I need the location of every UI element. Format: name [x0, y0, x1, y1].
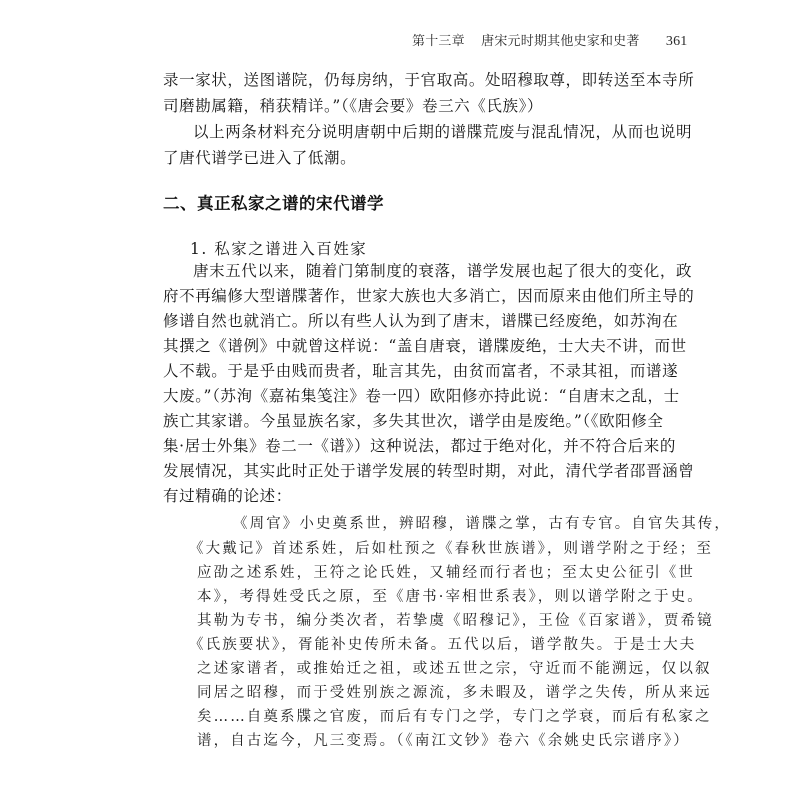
quote-line: 其勒为专书，编分类次者，若挚虞《昭穆记》，王俭《百家谱》，贾希镜 [197, 613, 714, 629]
text-line: 修谱自然也就消亡。所以有些人认为到了唐末，谱牒已经废绝，如苏洵在 [163, 312, 679, 330]
section-heading: 二、真正私家之谱的宋代谱学 [163, 194, 384, 213]
text-line: 以上两条材料充分说明唐朝中后期的谱牒荒废与混乱情况，从而也说明 [193, 123, 693, 141]
text-line: 族亡其家谱。今虽显族名家，多失其世次，谱学由是废绝。”（《欧阳修全 [163, 412, 664, 430]
quote-line: 应劭之述系姓，王符之论氏姓，又辅经而行者也；至太史公征引《世 [197, 565, 695, 581]
text-line: 了唐代谱学已进入了低潮。 [163, 149, 357, 167]
quote-line: 矣……自奠系牒之官废，而后有专门之学，专门之学衰，而后有私家之 [197, 709, 712, 725]
text-line: 其撰之《谱例》中就曾这样说：“盖自唐衰，谱牒废绝，士大夫不讲，而世 [163, 337, 687, 355]
subsection-heading: 1. 私家之谱进入百姓家 [190, 240, 368, 258]
text-line: 司磨勘属籍，稍获精详。”（《唐会要》卷三六《氏族》） [163, 97, 544, 115]
quote-line: 《氏族要状》，胥能补史传所未备。五代以后，谱学散失。于是士大夫 [189, 637, 697, 653]
quote-line: 谱，自古迄今，凡三变焉。（《南江文钞》卷六《余姚史氏宗谱序》） [197, 733, 690, 749]
quote-line: 之述家谱者，或推始迁之祖，或述五世之宗，守近而不能溯远，仅以叙 [197, 661, 712, 677]
text-line: 府不再编修大型谱牒著作，世家大族也大多消亡，因而原来由他们所主导的 [163, 287, 695, 305]
page-number: 361 [665, 34, 688, 49]
quote-line: 《周官》小史奠系世，辨昭穆，谱牒之掌，古有专官。自官失其传， [233, 516, 731, 532]
text-line: 大废。”（苏洵《嘉祐集笺注》卷一四）欧阳修亦持此说：“自唐末之乱，士 [163, 387, 680, 405]
chapter-label: 第十三章 [412, 34, 465, 49]
text-line: 集·居士外集》卷二一《谱》）这种说法，都过于绝对化，并不符合后来的 [163, 437, 676, 455]
running-head [412, 30, 688, 50]
text-line: 唐末五代以来，随着门第制度的衰落，谱学发展也起了很大的变化，政 [193, 262, 693, 280]
text-line: 录一家状，送图谱院，仍每房纳，于官取高。处昭穆取尊，即转送至本寺所 [163, 71, 695, 89]
text-line: 人不载。于是乎由贱而贵者，耻言其先，由贫而富者，不录其祖，而谱遂 [163, 362, 679, 380]
quote-line: 《大戴记》首述系姓，后如杜预之《春秋世族谱》，则谱学附之于经；至 [189, 541, 713, 557]
text-line: 有过精确的论述： [163, 487, 292, 505]
chapter-title: 唐宋元时期其他史家和史著 [481, 34, 640, 49]
quote-line: 同居之昭穆，而于受姓别族之源流，多未暇及，谱学之失传，所从来远 [197, 685, 712, 701]
text-line: 发展情况，其实此时正处于谱学发展的转型时期，对此，清代学者邵晋涵曾 [163, 462, 695, 480]
quote-line: 本》，考得姓受氏之原，至《唐书·宰相世系表》，则以谱学附之于史。 [197, 589, 704, 605]
